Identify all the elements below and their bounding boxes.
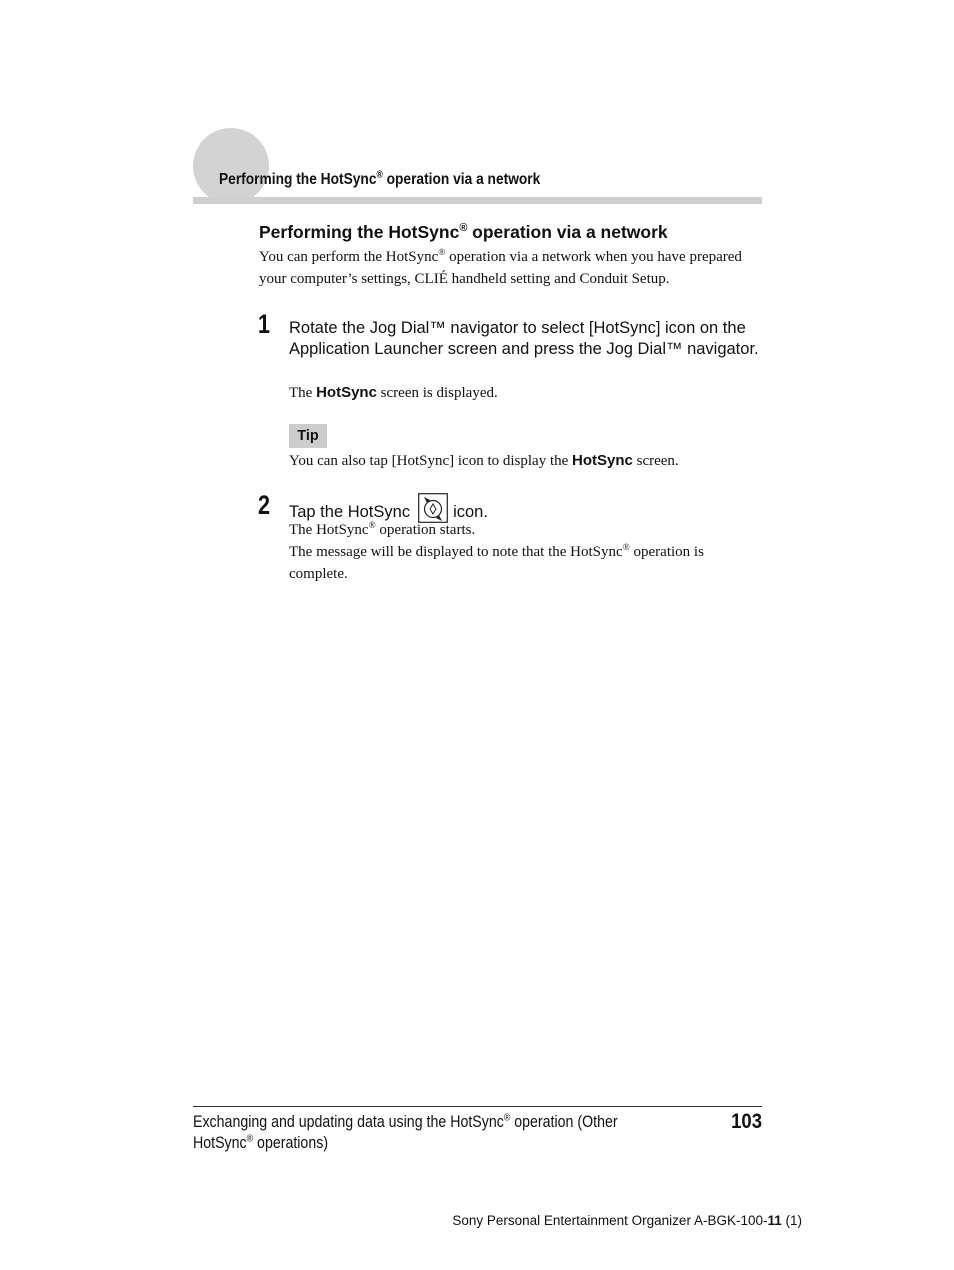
footer-rule: [193, 1106, 762, 1107]
step-1-instruction: Rotate the Jog Dial™ navigator to select [HotSync] icon on the Application Launcher screen and press the Jog Dial™ navigator.: [289, 319, 759, 358]
tip-badge: Tip: [289, 424, 327, 448]
header-rule: [193, 197, 762, 204]
step-2-instruction: Tap the HotSync icon.: [289, 493, 488, 523]
intro-paragraph: You can perform the HotSync® operation via a network when you have prepared your computer’s settings, CLIÉ handheld setting and Conduit Setup.: [259, 248, 742, 287]
step-2-number: 2: [258, 490, 271, 520]
step-1-result: The HotSync screen is displayed.: [289, 384, 498, 401]
page-number: 103: [731, 1110, 762, 1133]
tip-text: You can also tap [HotSync] icon to display the HotSync screen.: [289, 452, 679, 469]
header-decoration-circle: [193, 128, 269, 204]
document-id: Sony Personal Entertainment Organizer A-BGK-100-11 (1): [452, 1213, 802, 1228]
step-2-result-start: The HotSync® operation starts.: [289, 521, 476, 538]
running-header: Performing the HotSync® operation via a network: [219, 169, 541, 188]
footer-chapter-title: Exchanging and updating data using the HotSync® operation (Other HotSync® operations): [193, 1112, 618, 1152]
step-1-number: 1: [258, 309, 271, 339]
step-2-result-complete: The message will be displayed to note that the HotSync® operation is complete.: [289, 543, 704, 582]
section-heading: Performing the HotSync® operation via a network: [259, 222, 668, 242]
